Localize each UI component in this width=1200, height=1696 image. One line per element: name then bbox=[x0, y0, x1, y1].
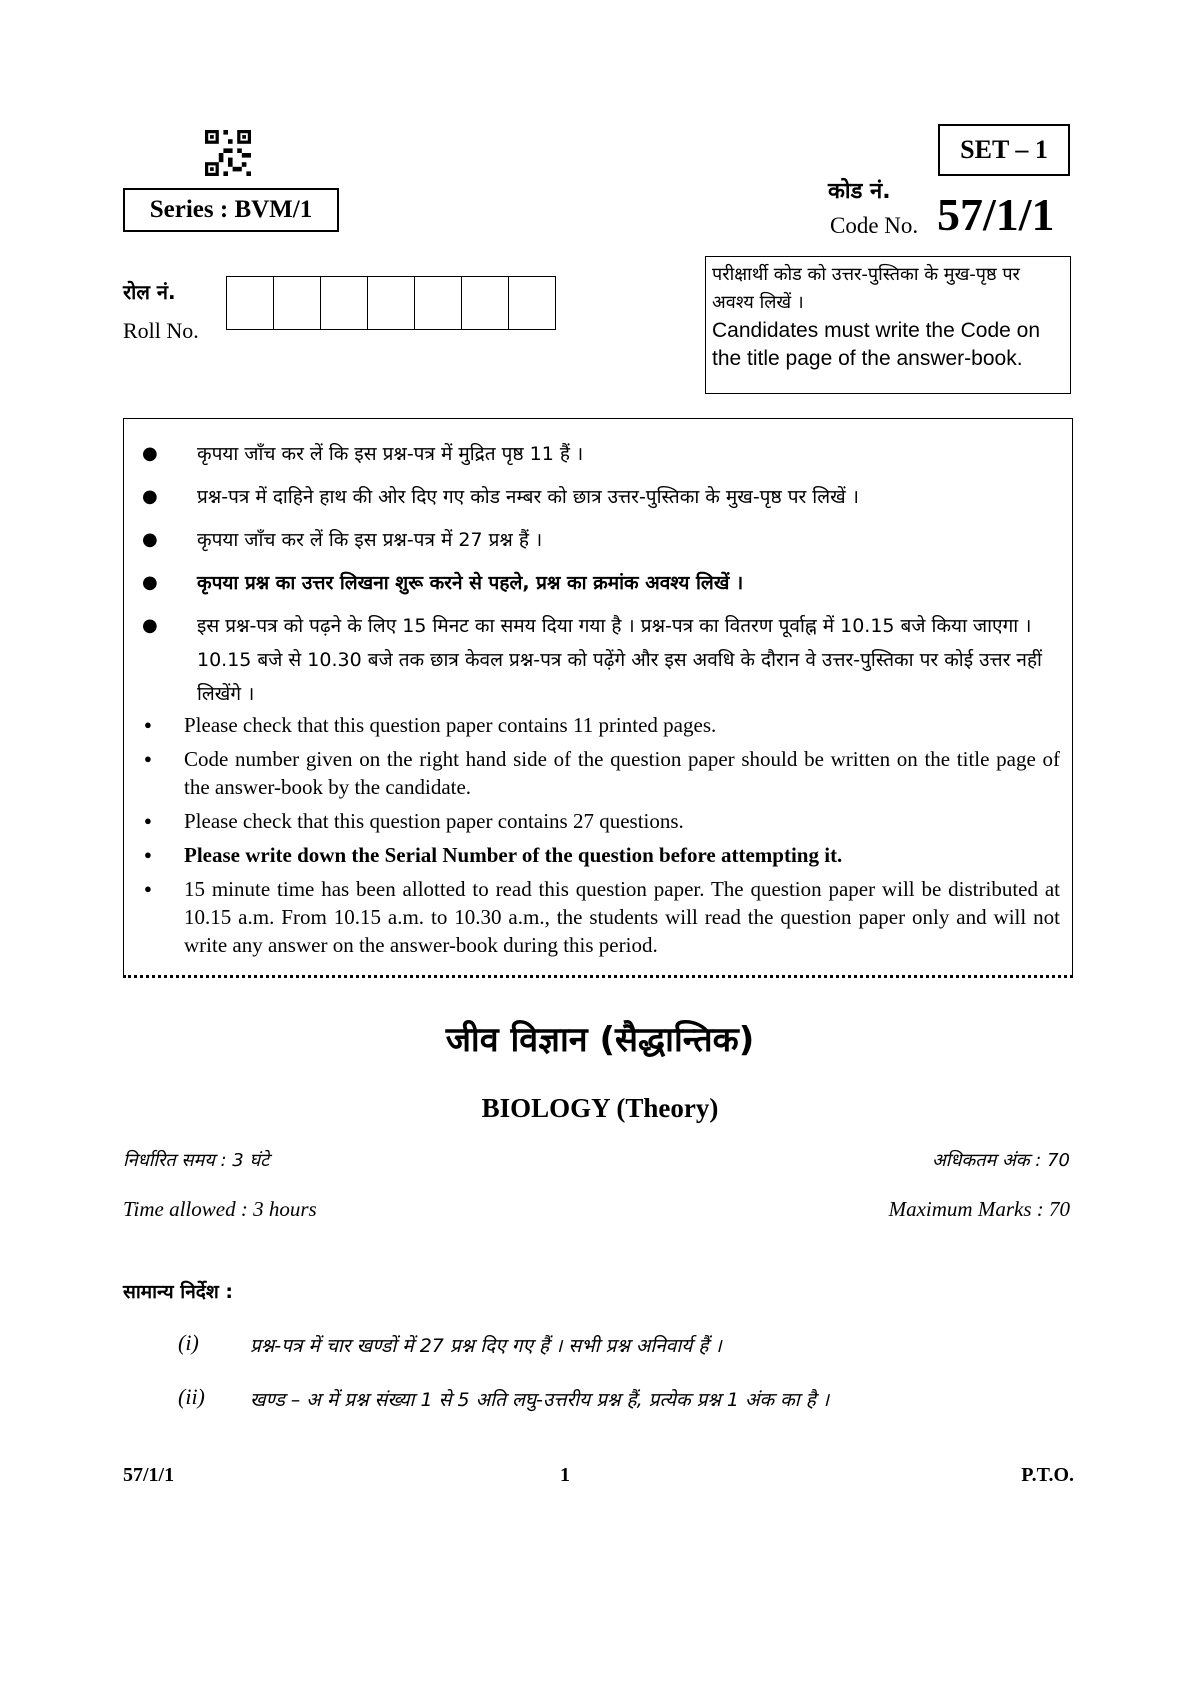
instruction-item: ● 15 minute time has been allotted to read this question paper. The question paper will be distributed at 10.15 a.m. From 10.15 a.m. to 10.30 a.m., the students will read the question paper only and will not write any answer on the answer-book during this period. bbox=[124, 875, 1072, 959]
general-item-number: (ii) bbox=[178, 1384, 205, 1409]
max-marks-hindi: अधिकतम अंक : 70 bbox=[931, 1150, 1070, 1171]
general-item-text: प्रश्न-पत्र में चार खण्डों में 27 प्रश्न दिए गए हैं । सभी प्रश्न अनिवार्य हैं । bbox=[250, 1335, 722, 1357]
instruction-item: ● Please check that this question paper contains 11 printed pages. bbox=[124, 711, 1072, 739]
instructions-box bbox=[123, 418, 1073, 978]
instruction-item: ● Please check that this question paper contains 27 questions. bbox=[124, 807, 1072, 835]
candidate-note-hindi: परीक्षार्थी कोड को उत्तर-पुस्तिका के मुख-पृष्ठ पर अवश्य लिखें । bbox=[712, 264, 1020, 313]
instruction-item: ● Please write down the Serial Number of the question before attempting it. bbox=[124, 841, 1072, 869]
footer-code: 57/1/1 bbox=[123, 1464, 175, 1486]
code-label-hindi: कोड नं. bbox=[828, 179, 891, 204]
roll-label: Roll No. bbox=[123, 318, 199, 343]
instructions-hindi bbox=[124, 437, 1072, 720]
qr-code-icon bbox=[205, 130, 251, 176]
general-item-number: (i) bbox=[178, 1330, 199, 1355]
roll-digit-box[interactable] bbox=[368, 277, 415, 329]
candidate-note bbox=[705, 256, 1071, 394]
instruction-item: ● कृपया प्रश्न का उत्तर लिखना शुरू करने से पहले, प्रश्न का क्रमांक अवश्य लिखें । bbox=[124, 566, 1072, 600]
instruction-item: ● प्रश्न-पत्र में दाहिने हाथ की ओर दिए गए कोड नम्बर को छात्र उत्तर-पुस्तिका के मुख-पृष्ठ पर लिखें । bbox=[124, 480, 1072, 514]
instruction-item: ● कृपया जाँच कर लें कि इस प्रश्न-पत्र में 27 प्रश्न हैं । bbox=[124, 523, 1072, 557]
instruction-item: ● कृपया जाँच कर लें कि इस प्रश्न-पत्र में मुद्रित पृष्ठ 11 हैं । bbox=[124, 437, 1072, 471]
instruction-item: ● इस प्रश्न-पत्र को पढ़ने के लिए 15 मिनट का समय दिया गया है । प्रश्न-पत्र का वितरण पूर्वाह्न में 10.15 बजे किया जाएगा । 10.15 बजे से 10.30 बजे तक छात्र केवल प्रश्न-पत्र को पढ़ेंगे और इस अवधि के दौरान वे उत्तर-पुस्तिका पर कोई उत्तर नहीं लिखेंगे । bbox=[124, 609, 1072, 711]
roll-label-hindi: रोल नं. bbox=[123, 280, 176, 304]
page-number: 1 bbox=[560, 1464, 570, 1486]
roll-number-boxes[interactable] bbox=[226, 276, 556, 330]
roll-digit-box[interactable] bbox=[509, 277, 555, 329]
instructions-english bbox=[124, 711, 1072, 965]
general-instructions-heading: सामान्य निर्देश : bbox=[123, 1281, 233, 1303]
subject-title-hindi: जीव विज्ञान (सैद्धान्तिक) bbox=[445, 1020, 755, 1060]
set-label: SET – 1 bbox=[938, 124, 1070, 176]
time-allowed: Time allowed : 3 hours bbox=[123, 1197, 317, 1221]
subject-title: BIOLOGY (Theory) bbox=[481, 1093, 719, 1123]
roll-digit-box[interactable] bbox=[274, 277, 321, 329]
general-item-text: खण्ड – अ में प्रश्न संख्या 1 से 5 अति लघु-उत्तरीय प्रश्न हैं, प्रत्येक प्रश्न 1 अंक का है । bbox=[250, 1389, 830, 1411]
roll-digit-box[interactable] bbox=[415, 277, 462, 329]
roll-digit-box[interactable] bbox=[462, 277, 509, 329]
max-marks: Maximum Marks : 70 bbox=[888, 1197, 1070, 1221]
instruction-item: ● Code number given on the right hand side of the question paper should be written on the title page of the answer-book by the candidate. bbox=[124, 745, 1072, 801]
roll-digit-box[interactable] bbox=[321, 277, 368, 329]
roll-digit-box[interactable] bbox=[227, 277, 274, 329]
code-label: Code No. bbox=[830, 213, 919, 238]
candidate-note-english: Candidates must write the Code on the title page of the answer-book. bbox=[712, 319, 1041, 370]
series-label: Series : BVM/1 bbox=[123, 188, 339, 232]
code-number: 57/1/1 bbox=[937, 189, 1055, 240]
pto-label: P.T.O. bbox=[1021, 1464, 1074, 1486]
time-allowed-hindi: निर्धारित समय : 3 घंटे bbox=[123, 1150, 270, 1171]
